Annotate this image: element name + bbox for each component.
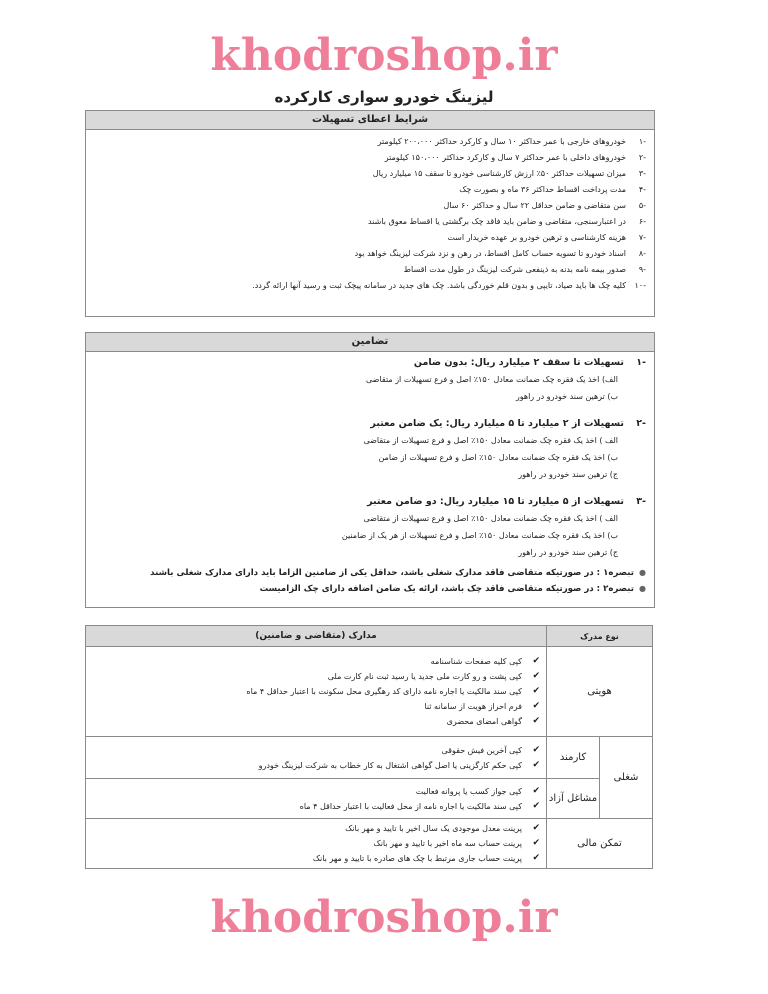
category-financial: تمکن مالی xyxy=(547,819,653,869)
doc-item xyxy=(92,784,540,799)
condition-item xyxy=(94,150,646,166)
condition-number: -۶ xyxy=(638,217,646,226)
subcategory-employee: کارمند xyxy=(547,737,600,779)
condition-text: خودروهای داخلی با عمر حداکثر ۷ سال و کارکرد حداکثر ۱۵۰،۰۰۰ کیلومتر xyxy=(384,153,626,162)
doc-item xyxy=(92,669,540,684)
watermark-top: khodroshop.ir xyxy=(210,30,558,81)
doc-item xyxy=(92,699,540,714)
condition-text: صدور بیمه نامه بدنه به ذینفعی شرکت لیزینگ در طول مدت اقساط xyxy=(403,265,626,274)
doc-text: کپی سند مالکیت یا اجاره نامه از محل فعالیت با اعتبار حداقل ۴ ماه xyxy=(299,801,522,811)
doc-item xyxy=(92,654,540,669)
guarantee-tier xyxy=(94,354,646,405)
doc-item xyxy=(92,821,540,836)
condition-number: -۴ xyxy=(638,185,646,194)
doc-item xyxy=(92,836,540,851)
doc-text: کپی سند مالکیت یا اجاره نامه دارای کد رهگیری محل سکونت با اعتبار حداقل ۴ ماه xyxy=(246,687,522,696)
check-icon: ✔ xyxy=(532,656,540,666)
check-icon: ✔ xyxy=(532,744,540,755)
condition-item xyxy=(94,134,646,150)
col-header-docs: مدارک (متقاضی و ضامنین) xyxy=(86,626,547,647)
bullet-icon: ● xyxy=(639,568,646,577)
guarantee-number: -۱ xyxy=(636,357,646,368)
conditions-list xyxy=(86,130,654,294)
freelance-items xyxy=(86,779,547,819)
guarantee-title: تسهیلات از ۵ میلیارد تا ۱۵ میلیارد ریال: دو ضامن معتبر xyxy=(367,496,624,507)
guarantee-line: الف) اخذ یک فقره چک ضمانت معادل ۱۵۰٪ اصل و فرع تسهیلات از متقاضی xyxy=(366,375,618,384)
guarantee-title: تسهیلات تا سقف ۲ میلیارد ریال: بدون ضامن xyxy=(413,357,624,368)
check-icon: ✔ xyxy=(532,701,540,711)
guarantee-line: ب) ترهین سند خودرو در راهور xyxy=(515,392,618,401)
doc-item xyxy=(92,851,540,866)
guarantee-tier xyxy=(94,415,646,483)
category-job: شغلی xyxy=(600,737,653,819)
check-icon: ✔ xyxy=(532,759,540,770)
category-identity: هویتی xyxy=(547,647,653,737)
conditions-header: شرایط اعطای تسهیلات xyxy=(86,111,654,130)
condition-text: سن متقاضی و ضامن حداقل ۲۲ سال و حداکثر ۶۰ سال xyxy=(443,201,626,210)
doc-item xyxy=(92,799,540,814)
condition-number: -۳ xyxy=(638,169,646,178)
condition-number: -۸ xyxy=(638,249,646,258)
check-icon: ✔ xyxy=(532,716,540,726)
condition-text: میزان تسهیلات حداکثر ۵۰٪ ارزش کارشناسی خودرو تا سقف ۱۵ میلیارد ریال xyxy=(372,169,626,178)
guarantee-line: ج) ترهین سند خودرو در راهور xyxy=(518,548,618,557)
guarantee-line: ب) اخذ یک فقره چک ضمانت معادل ۱۵۰٪ اصل و فرع تسهیلات از ضامن xyxy=(378,453,618,462)
doc-text: فرم احراز هویت از سامانه ثنا xyxy=(424,702,522,711)
check-icon: ✔ xyxy=(532,853,540,863)
doc-text: کپی آخرین فیش حقوقی xyxy=(441,745,522,755)
guarantee-tier xyxy=(94,493,646,561)
check-icon: ✔ xyxy=(532,686,540,696)
condition-number: -۱۰ xyxy=(634,281,646,290)
conditions-section xyxy=(85,110,655,317)
condition-text: مدت پرداخت اقساط حداکثر ۳۶ ماه و بصورت چک xyxy=(459,185,626,194)
condition-item xyxy=(94,278,646,294)
doc-text: گواهی امضای محضری xyxy=(446,717,522,726)
check-icon: ✔ xyxy=(532,823,540,833)
condition-text: اسناد خودرو تا تسویه حساب کامل اقساط، در رهن و نزد شرکت لیزینگ خواهد بود xyxy=(354,249,626,258)
guarantee-number: -۳ xyxy=(636,496,646,507)
note-2 xyxy=(94,581,646,597)
guarantee-line: الف ) اخذ یک فقره چک ضمانت معادل ۱۵۰٪ اصل و فرع تسهیلات از متقاضی xyxy=(363,436,618,445)
doc-text: کپی جواز کسب یا پروانه فعالیت xyxy=(415,786,522,796)
financial-items xyxy=(86,819,547,869)
condition-item xyxy=(94,246,646,262)
col-header-type: نوع مدرک xyxy=(547,626,653,647)
condition-item xyxy=(94,198,646,214)
note-1 xyxy=(94,565,646,581)
guarantees-header: تضامین xyxy=(86,333,654,352)
doc-text: کپی پشت و رو کارت ملی جدید یا رسید ثبت نام کارت ملی xyxy=(327,672,522,681)
condition-item xyxy=(94,166,646,182)
guarantees-section xyxy=(85,332,655,608)
condition-text: هزینه کارشناسی و ترهین خودرو بر عهده خریدار است xyxy=(447,233,626,242)
condition-number: -۵ xyxy=(638,201,646,210)
guarantee-title: تسهیلات از ۲ میلیارد تا ۵ میلیارد ریال: یک ضامن معتبر xyxy=(370,418,624,429)
doc-item xyxy=(92,714,540,729)
note-text: تبصره۱ : در صورتیکه متقاضی فاقد مدارک شغلی باشد، حداقل یکی از ضامنین الزاما باید دارای مدارک شغلی باشند xyxy=(150,568,634,578)
condition-number: -۹ xyxy=(638,265,646,274)
guarantees-body xyxy=(86,352,654,597)
guarantee-line: ج) ترهین سند خودرو در راهور xyxy=(518,470,618,479)
doc-text: پرینت معدل موجودی یک سال اخیر با تایید و مهر بانک xyxy=(345,824,522,833)
subcategory-freelance: مشاغل آزاد xyxy=(547,779,600,819)
doc-item xyxy=(92,684,540,699)
doc-text: پرینت حساب سه ماه اخیر با تایید و مهر بانک xyxy=(373,839,522,848)
condition-text: در اعتبارسنجی، متقاضی و ضامن باید فاقد چک برگشتی یا اقساط معوق باشند xyxy=(367,217,626,226)
page-title: لیزینگ خودرو سواری کارکرده xyxy=(274,88,494,106)
doc-text: پرینت حساب جاری مرتبط با چک های صادره با تایید و مهر بانک xyxy=(312,854,522,863)
employee-items xyxy=(86,737,547,779)
bullet-icon: ● xyxy=(639,584,646,593)
condition-number: -۲ xyxy=(638,153,646,162)
guarantee-line: ب) اخذ یک فقره چک ضمانت معادل ۱۵۰٪ اصل و فرع تسهیلات از هر یک از ضامنین xyxy=(341,531,618,540)
guarantee-line: الف ) اخذ یک فقره چک ضمانت معادل ۱۵۰٪ اصل و فرع تسهیلات از متقاضی xyxy=(363,514,618,523)
documents-table xyxy=(85,625,653,869)
condition-item xyxy=(94,214,646,230)
check-icon: ✔ xyxy=(532,671,540,681)
watermark-bottom: khodroshop.ir xyxy=(210,892,558,943)
check-icon: ✔ xyxy=(532,785,540,796)
note-text: تبصره۲ : در صورتیکه متقاضی فاقد چک باشد، ارائه یک ضامن اضافه دارای چک الزامیست xyxy=(259,584,634,594)
doc-item xyxy=(92,758,540,773)
check-icon: ✔ xyxy=(532,800,540,811)
doc-item xyxy=(92,743,540,758)
condition-number: -۱ xyxy=(638,137,646,146)
check-icon: ✔ xyxy=(532,838,540,848)
identity-items xyxy=(86,647,547,737)
condition-text: کلیه چک ها باید صیاد، تایپی و بدون قلم خوردگی باشد. چک های جدید در سامانه پیچک ثبت و رسید آنها ارائه گردد. xyxy=(252,281,626,290)
condition-item xyxy=(94,262,646,278)
condition-text: خودروهای خارجی با عمر حداکثر ۱۰ سال و کارکرد حداکثر ۲۰۰،۰۰۰ کیلومتر xyxy=(377,137,626,146)
guarantee-number: -۲ xyxy=(636,418,646,429)
condition-number: -۷ xyxy=(638,233,646,242)
condition-item xyxy=(94,182,646,198)
doc-text: کپی حکم کارگزینی یا اصل گواهی اشتغال به کار خطاب به شرکت لیزینگ خودرو xyxy=(258,760,522,770)
condition-item xyxy=(94,230,646,246)
doc-text: کپی کلیه صفحات شناسنامه xyxy=(430,657,522,666)
